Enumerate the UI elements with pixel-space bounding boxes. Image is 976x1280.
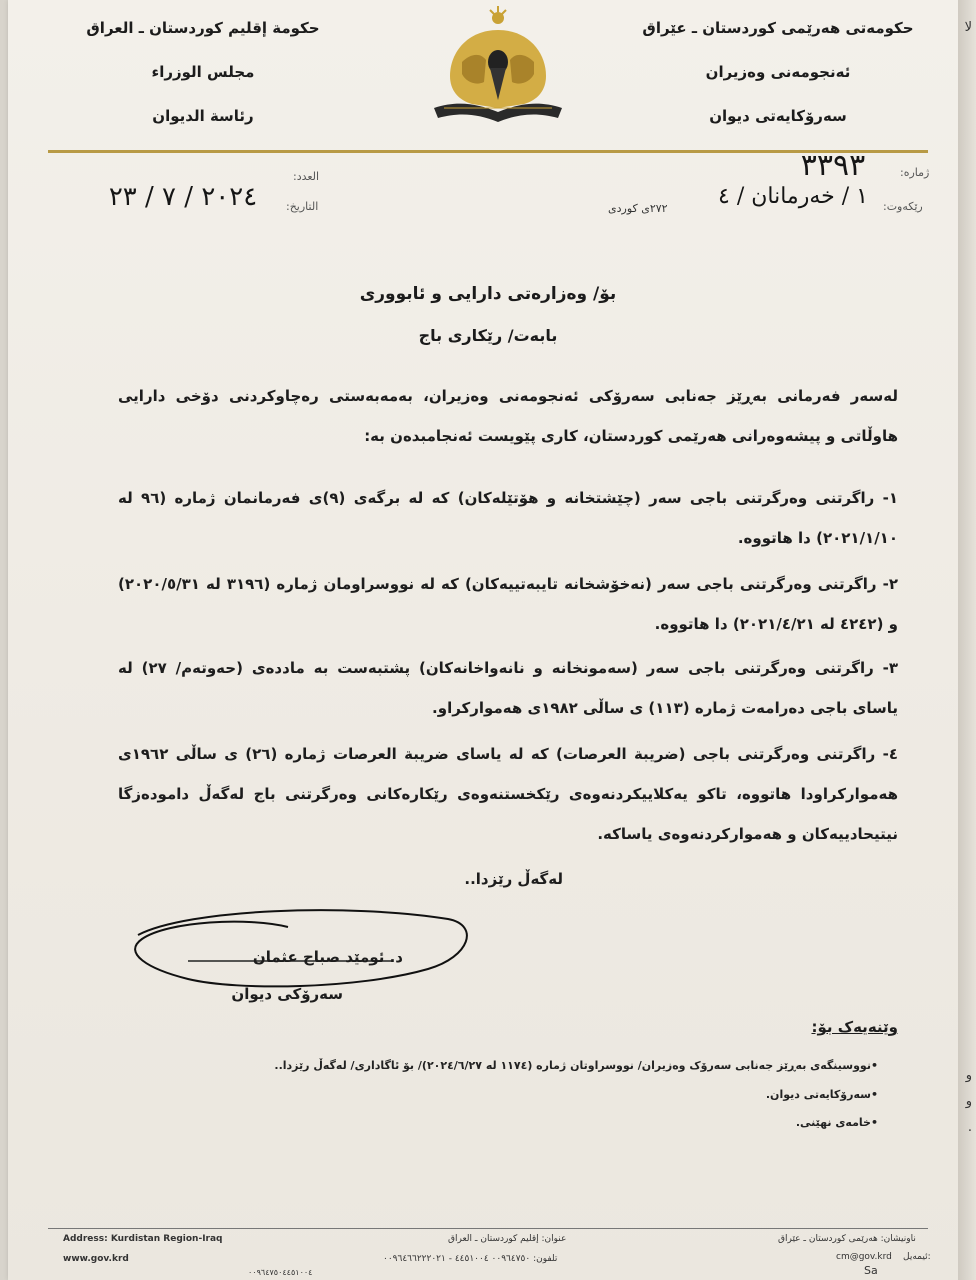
date-label-arabic: التاريخ:: [286, 200, 319, 213]
number-value: ٣٣٩٣: [800, 148, 866, 183]
date-value: ٢٠٢٤ / ٧ / ٢٣: [108, 182, 258, 212]
closing: لەگەڵ رێزدا..: [464, 870, 563, 888]
signer-title: سەرۆکی دیوان: [231, 985, 343, 1003]
header-kurdish: [618, 6, 938, 138]
item-2: ٢- راگرتنی وەرگرتنی باجی سەر (نەخۆشخانە تایبەتییەکان) کە لە نووسراومان ژمارە (٣١٩٦ لە ٢٠٢٠/٥/٣١) و (٤٢٤٢ لە ٢٠٢١/٤/٢١) دا هاتووە.: [118, 575, 898, 633]
cc-heading: وێنەیەک بۆ:: [811, 1018, 898, 1036]
header-arabic-diwan: رئاسة الديوان: [152, 107, 254, 125]
cc-item-2: •سەرۆکایەتی دیوان.: [765, 1088, 878, 1101]
item-4: ٤- راگرتنی وەرگرتنی باجی (ضريبة العرصات) کە لە یاسای ضريبة العرصات ژمارە (٢٦) ی ساڵی ١٩٦٢ی هەموارکراودا هاتووە، تاکو یەکلاییکردنەوەی رێکخستنەوەی رێکارەکانی وەرگرتنی باج لەگەڵ دامودەزگا نیتیحادییەکان و هەموارکردنەوەی یاساکە.: [118, 745, 898, 843]
footer-phone: تلفون: ٠٠٩٦٤٧٥٠ ٤٤٥١٠٠٤ - ٠٠٩٦٤٦٦٢٢٢٠٢١: [383, 1254, 558, 1264]
edge-mark-2: و: [965, 1068, 972, 1083]
adjacent-page-edge: [958, 0, 976, 1280]
edge-mark-1: لا: [964, 20, 972, 35]
letter-page: [8, 0, 958, 1280]
footer-email: cm@gov.krd: [836, 1252, 892, 1262]
number-label-kurdish: ژمارە:: [900, 166, 930, 179]
header-arabic-government: حكومة إقليم كوردستان ـ العراق: [86, 19, 320, 37]
footer-address-ar: عنوان: إقليم كوردستان ـ العراق: [448, 1234, 567, 1244]
number-label-arabic: العدد:: [293, 170, 320, 183]
footer-email-label: ئیمەیل:: [903, 1252, 931, 1262]
kurdish-date-value: ١ / خەرمانان / ٤: [718, 184, 868, 209]
item-3: ٣- راگرتنی وەرگرتنی باجی سەر (سەمونخانە و نانەواخانەکان) پشتبەست بە ماددەی (حەوتەم/ ٢٧) لە یاسای باجی دەرامەت ژمارە (١١٣) ی ساڵی ١٩٨٢ی هەموارکراو.: [118, 659, 898, 717]
footer-stamp: Sa: [864, 1264, 878, 1277]
header-kurdish-diwan: سەرۆکایەتی دیوان: [709, 107, 847, 125]
subject: بابەت/ رێکاری باج: [418, 326, 558, 345]
edge-mark-3: و: [965, 1094, 972, 1109]
footer-phone-number: ٠٠٩٦٤٧٥٠٤٤٥١٠٠٤: [248, 1268, 313, 1277]
header-arabic-council: مجلس الوزراء: [151, 63, 255, 81]
intro-paragraph: لەسەر فەرمانی بەڕێز جەنابی سەرۆکی ئەنجومەنی وەزیران، بەمەبەستی رەچاوکردنی دۆخی دارایی هاوڵاتی و پیشەوەرانی هەرێمی کوردستان، کاری پێویست ئەنجامبدەن بە:: [118, 387, 898, 445]
edge-mark-4: .: [967, 1120, 972, 1135]
kurdish-year: ٢٧٢ی کوردی: [608, 202, 668, 215]
cc-item-1: •نووسینگەی بەڕێز جەنابی سەرۆک وەزیران/ نووسراوتان ژمارە (١١٧٤ لە ٢٠٢٤/٦/٢٧)/ بۆ ئاگاداری/ لەگەڵ رێزدا..: [274, 1059, 878, 1072]
kurdistan-emblem-icon: [428, 4, 568, 134]
date-label-kurdish: رێکەوت:: [883, 200, 923, 213]
footer-address-en: Address: Kurdistan Region-Iraq: [63, 1234, 223, 1244]
signer-name: د. ئومێد صباح عثمان: [252, 948, 403, 966]
footer-divider: [48, 1228, 928, 1229]
footer-web: www.gov.krd: [63, 1254, 129, 1264]
item-1: ١- راگرتنی وەرگرتنی باجی سەر (چێشتخانە و هۆتێلەکان) کە لە برگەی (٩)ی فەرمانمان ژمارە (٩٦ لە ٢٠٢١/١/١٠) دا هاتووە.: [118, 489, 898, 547]
footer-address-ku: ناونیشان: هەرێمی کوردستان ـ عێراق: [778, 1234, 916, 1244]
cc-item-3: •خامەی نهێنی.: [795, 1116, 878, 1129]
header-arabic: [68, 6, 338, 138]
header-kurdish-council: ئەنجومەنی وەزیران: [705, 63, 851, 81]
addressee: بۆ/ وەزارەتی دارایی و ئابووری: [359, 284, 617, 304]
header-kurdish-government: حکومەتی هەرێمی کوردستان ـ عێراق: [642, 19, 914, 37]
